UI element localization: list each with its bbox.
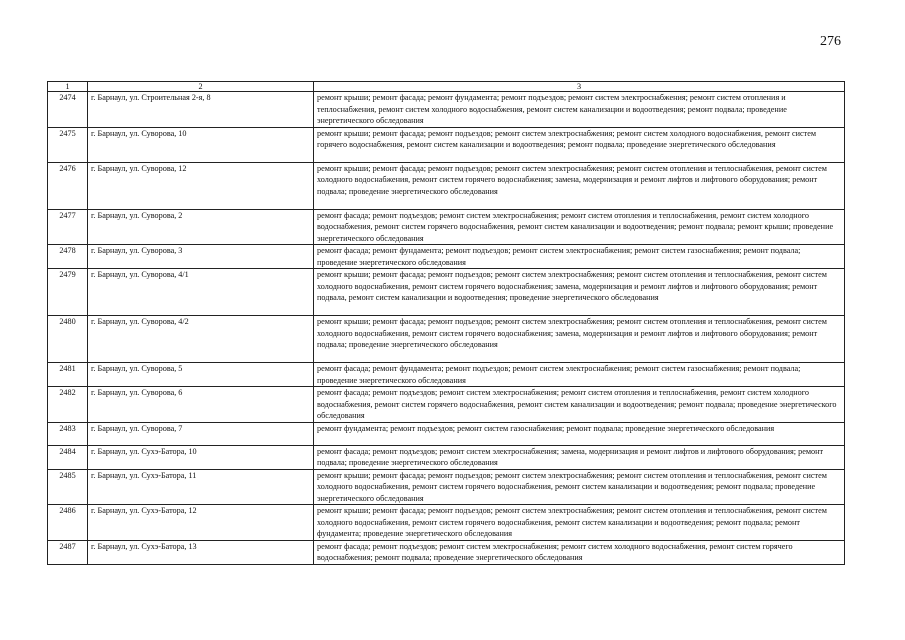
row-number: 2477	[48, 209, 88, 245]
table-row	[48, 387, 845, 423]
table-row	[48, 316, 845, 363]
row-works: ремонт крыши; ремонт фасада; ремонт подъездов; ремонт систем электроснабжения; ремонт систем отопления и теплоснабжения, ремонт систем холодного водоснабжения, ремонт систем горячего водоснабжения; замена, модернизация и ремонт лифтов и лифтового оборудования; ремонт подвала; проведение энергетического обследования	[314, 162, 845, 209]
row-address: г. Барнаул, ул. Суворова, 6	[88, 387, 314, 423]
row-works: ремонт крыши; ремонт фасада; ремонт подъездов; ремонт систем электроснабжения; ремонт систем отопления и теплоснабжения, ремонт систем холодного водоснабжения, ремонт систем горячего водоснабжения, ремонт систем канализации и водоотведения; ремонт подвала; проведение энергетического обследования	[314, 469, 845, 505]
row-number: 2479	[48, 269, 88, 316]
row-number: 2474	[48, 92, 88, 128]
table-row	[48, 469, 845, 505]
table-row	[48, 245, 845, 269]
row-address: г. Барнаул, ул. Суворова, 2	[88, 209, 314, 245]
row-address: г. Барнаул, ул. Суворова, 4/2	[88, 316, 314, 363]
row-address: г. Барнаул, ул. Сухэ-Батора, 10	[88, 445, 314, 469]
row-number: 2487	[48, 540, 88, 564]
row-works: ремонт фасада; ремонт фундамента; ремонт подъездов; ремонт систем электроснабжения; ремонт систем газоснабжения; ремонт подвала; проведение энергетического обследования	[314, 245, 845, 269]
row-works: ремонт фасада; ремонт фундамента; ремонт подъездов; ремонт систем электроснабжения; ремонт систем газоснабжения; ремонт подвала; проведение энергетического обследования	[314, 363, 845, 387]
row-address: г. Барнаул, ул. Сухэ-Батора, 11	[88, 469, 314, 505]
table-row	[48, 505, 845, 541]
row-number: 2486	[48, 505, 88, 541]
row-address: г. Барнаул, ул. Суворова, 5	[88, 363, 314, 387]
table-row	[48, 445, 845, 469]
table-row	[48, 127, 845, 162]
row-works: ремонт фасада; ремонт подъездов; ремонт систем электроснабжения; ремонт систем отопления и теплоснабжения, ремонт систем холодного водоснабжения, ремонт систем горячего водоснабжения, ремонт систем канализации и водоотведения; ремонт подвала; ремонт крыши; проведение энергетического обследования	[314, 209, 845, 245]
row-works: ремонт фасада; ремонт подъездов; ремонт систем электроснабжения; замена, модернизация и ремонт лифтов и лифтового оборудования; ремонт подвала; проведение энергетического обследования	[314, 445, 845, 469]
table-row	[48, 162, 845, 209]
row-number: 2483	[48, 422, 88, 445]
row-address: г. Барнаул, ул. Суворова, 4/1	[88, 269, 314, 316]
row-number: 2484	[48, 445, 88, 469]
table-row	[48, 422, 845, 445]
row-address: г. Барнаул, ул. Суворова, 10	[88, 127, 314, 162]
row-address: г. Барнаул, ул. Сухэ-Батора, 12	[88, 505, 314, 541]
row-number: 2480	[48, 316, 88, 363]
row-number: 2478	[48, 245, 88, 269]
row-number: 2476	[48, 162, 88, 209]
table-header-row	[48, 82, 845, 92]
row-works: ремонт крыши; ремонт фасада; ремонт фундамента; ремонт подъездов; ремонт систем электроснабжения; ремонт систем отопления и теплоснабжения, ремонт систем холодного водоснабжения, ремонт систем канализации и водоотведения; ремонт подвала; проведение энергетического обследования	[314, 92, 845, 128]
row-works: ремонт крыши; ремонт фасада; ремонт подъездов; ремонт систем электроснабжения; ремонт систем отопления и теплоснабжения, ремонт систем холодного водоснабжения, ремонт систем горячего водоснабжения; замена, модернизация и ремонт лифтов и лифтового оборудования; ремонт подвала, ремонт систем канализации и водоотведения; проведение энергетического обследования	[314, 269, 845, 316]
row-address: г. Барнаул, ул. Сухэ-Батора, 13	[88, 540, 314, 564]
table-row	[48, 269, 845, 316]
repair-works-table	[47, 81, 845, 565]
row-works: ремонт крыши; ремонт фасада; ремонт подъездов; ремонт систем электроснабжения; ремонт систем отопления и теплоснабжения, ремонт систем холодного водоснабжения, ремонт систем горячего водоснабжения; замена, модернизация и ремонт лифтов и лифтового оборудования; ремонт подвала; проведение энергетического обследования	[314, 316, 845, 363]
column-header-address: 2	[88, 82, 314, 92]
table-row	[48, 92, 845, 128]
table-row	[48, 209, 845, 245]
row-number: 2475	[48, 127, 88, 162]
row-address: г. Барнаул, ул. Суворова, 7	[88, 422, 314, 445]
table-row	[48, 363, 845, 387]
row-number: 2481	[48, 363, 88, 387]
row-works: ремонт фундамента; ремонт подъездов; ремонт систем газоснабжения; ремонт подвала; проведение энергетического обследования	[314, 422, 845, 445]
row-works: ремонт фасада; ремонт подъездов; ремонт систем электроснабжения; ремонт систем отопления и теплоснабжения, ремонт систем холодного водоснабжения, ремонт систем горячего водоснабжения, ремонт систем канализации и водоотведения; ремонт подвала; проведение энергетического обследования	[314, 387, 845, 423]
column-header-works: 3	[314, 82, 845, 92]
page-number: 276	[820, 34, 841, 49]
column-header-number: 1	[48, 82, 88, 92]
row-address: г. Барнаул, ул. Суворова, 3	[88, 245, 314, 269]
row-works: ремонт крыши; ремонт фасада; ремонт подъездов; ремонт систем электроснабжения; ремонт систем отопления и теплоснабжения, ремонт систем холодного водоснабжения, ремонт систем горячего водоснабжения, ремонт систем канализации и водоотведения; ремонт подвала; ремонт фундамента; проведение энергетического обследования	[314, 505, 845, 541]
row-address: г. Барнаул, ул. Строительная 2-я, 8	[88, 92, 314, 128]
row-number: 2485	[48, 469, 88, 505]
table-row	[48, 540, 845, 564]
row-works: ремонт крыши; ремонт фасада; ремонт подъездов; ремонт систем электроснабжения; ремонт систем холодного водоснабжения, ремонт систем горячего водоснабжения, ремонт систем канализации и водоотведения; ремонт подвала; проведение энергетического обследования	[314, 127, 845, 162]
row-address: г. Барнаул, ул. Суворова, 12	[88, 162, 314, 209]
row-number: 2482	[48, 387, 88, 423]
row-works: ремонт фасада; ремонт подъездов; ремонт систем электроснабжения; ремонт систем холодного водоснабжения, ремонт систем горячего водоснабжения; ремонт подвала; проведение энергетического обследования	[314, 540, 845, 564]
